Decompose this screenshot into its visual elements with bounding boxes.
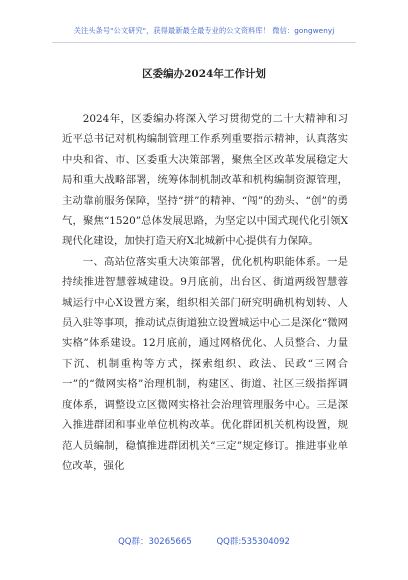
header-divider — [52, 42, 356, 43]
header-note: 关注头条号"公文研究"，获得最新最全最专业的公文资料库！ 微信：gongwenyj — [73, 26, 335, 35]
footer — [0, 535, 408, 547]
footer-qq-group-1: QQ群：30265665 — [118, 537, 192, 547]
paragraph-intro: 2024年，区委编办将深入学习贯彻党的二十大精神和习近平总书记对机构编制管理工作系列重要指示精神，认真落实中央和省、市、区委重大决策部署，聚焦全区改革发展稳定大局和重大战略部署，统筹体制机制改革和机构编制资源管理，主动靠前服务保障，坚持“拼”的精神、“闯”的劲头、“创”的勇气，聚焦“1520”总体发展思路，为坚定以中国式现代化引领X现代化建设，加快打造天府X北城新中心提供有力保障。 — [62, 113, 348, 248]
footer-qq-group-2: QQ群:535304092 — [216, 537, 290, 547]
paragraph-section-1: 一、高站位落实重大决策部署，优化机构职能体系。一是持续推进智慧蓉城建设。9月底前，出台区、街道两级智慧蓉城运行中心X设置方案，组织相关部门研究明确机构划转、人员入驻等事项，推动试点街道独立设置城运中心二是深化“微网实格”体系建设。12月底前，通过网格优化、人员整合、力量下沉、机制重构等方式，探索组织、政法、民政“三网合一”的“微网实格”治理机制，构建区、街道、社区三级指挥调度体系，调整设立区微网实格社会治理管理服务中心。三是深入推进群团和事业单位机构改革。优化群团机关机构设置，规范人员编制，稳慎推进群团机关“三定”规定修订。推进事业单位改革，强化 — [62, 255, 348, 472]
document-title: 区委编办2024年工作计划 — [142, 68, 266, 80]
document-body — [62, 109, 348, 476]
